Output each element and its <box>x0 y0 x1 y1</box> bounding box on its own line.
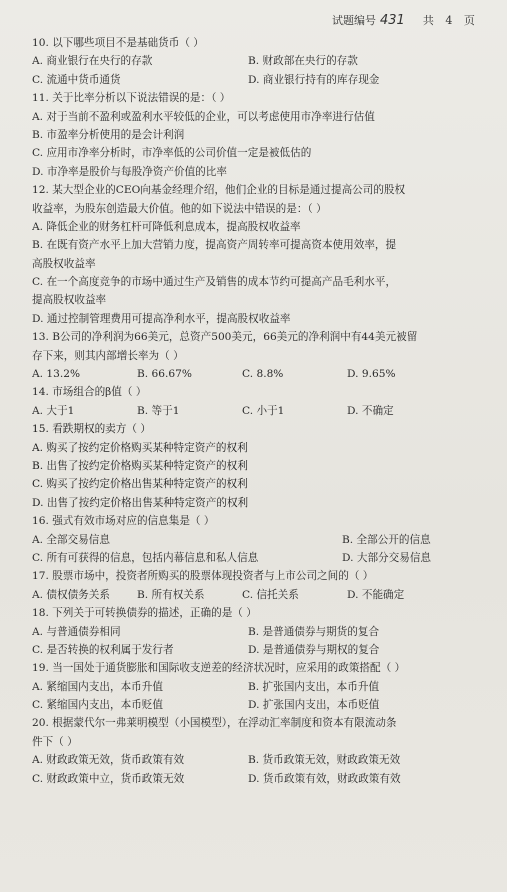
option-b: B. 全部公开的信息 <box>342 533 431 546</box>
question-stem-cont: 件下（ ） <box>32 735 78 748</box>
page-header <box>332 12 479 28</box>
question-20 <box>32 714 493 788</box>
option-d: D. 市净率是股价与每股净资产价值的比率 <box>32 165 227 178</box>
question-list <box>32 34 493 788</box>
option-d: D. 商业银行持有的库存现金 <box>248 73 380 86</box>
question-13 <box>32 328 493 383</box>
option-a: A. 财政政策无效，货币政策有效 <box>32 754 185 767</box>
question-stem: 20. 根据蒙代尔一弗莱明模型（小国模型），在浮动汇率制度和资本有限流动条 <box>32 717 397 730</box>
option-b: B. 在既有资产水平上加大营销力度，提高资产周转率可提高资本使用效率，提 <box>32 239 397 252</box>
option-a: A. 对于当前不盈利或盈利水平较低的企业，可以考虑使用市净率进行估值 <box>32 110 375 123</box>
option-c: C. 购买了按约定价格出售某种特定资产的权利 <box>32 478 248 491</box>
option-c: C. 是否转换的权利属于发行者 <box>32 643 174 656</box>
question-stem-cont: 收益率，为股东创造最大价值。他的如下说法中错误的是：（ ） <box>32 202 327 215</box>
option-b: B. 66.67% <box>137 368 192 381</box>
option-a: A. 降低企业的财务杠杆可降低利息成本，提高股权收益率 <box>32 220 301 233</box>
option-d: D. 通过控制管理费用可提高净利水平，提高股权收益率 <box>32 312 291 325</box>
question-stem: 16. 强式有效市场对应的信息集是（ ） <box>32 515 215 528</box>
question-stem: 18. 下列关于可转换债券的描述，正确的是（ ） <box>32 607 257 620</box>
option-row <box>32 770 493 788</box>
option-b: B. 市盈率分析使用的是会计利润 <box>32 128 185 141</box>
option-a: A. 购买了按约定价格购买某种特定资产的权利 <box>32 441 248 454</box>
option-d: D. 不能确定 <box>347 588 405 601</box>
total-pages: 共 4 页 <box>422 14 479 27</box>
question-16 <box>32 512 493 567</box>
option-row <box>32 678 493 696</box>
question-14 <box>32 383 493 420</box>
question-15 <box>32 420 493 512</box>
option-row <box>32 365 493 383</box>
question-stem: 12. 某大型企业的CEO向基金经理介绍，他们企业的目标是通过提高公司的股权 <box>32 184 406 197</box>
option-a: A. 与普通债券相同 <box>32 625 121 638</box>
option-d: D. 9.65% <box>347 368 396 381</box>
option-a: A. 债权债务关系 <box>32 588 110 601</box>
option-c: C. 流通中货币通货 <box>32 73 121 86</box>
option-row <box>32 623 493 641</box>
option-b: B. 货币政策无效，财政政策无效 <box>248 754 401 767</box>
question-stem: 13. B公司的净利润为66美元，总资产500美元，66美元的净利润中有44美元被留 <box>32 331 418 344</box>
option-a: A. 紧缩国内支出，本币升值 <box>32 680 163 693</box>
question-18 <box>32 604 493 659</box>
option-row <box>32 71 493 89</box>
option-d: D. 扩张国内支出，本币贬值 <box>248 699 380 712</box>
option-a: A. 商业银行在央行的存款 <box>32 55 153 68</box>
question-stem: 15. 看跌期权的卖方（ ） <box>32 423 151 436</box>
question-stem: 17. 股票市场中，投资者所购买的股票体现投资者与上市公司之间的（ ） <box>32 570 374 583</box>
option-row <box>32 52 493 70</box>
option-b: B. 所有权关系 <box>137 588 205 601</box>
option-b: B. 财政部在央行的存款 <box>248 55 358 68</box>
option-a: A. 13.2% <box>32 368 81 381</box>
option-row <box>32 531 493 549</box>
option-d: D. 货币政策有效，财政政策有效 <box>248 772 401 785</box>
option-b: B. 是普通债券与期货的复合 <box>248 625 380 638</box>
question-stem-cont: 存下来，则其内部增长率为（ ） <box>32 349 184 362</box>
option-c: C. 8.8% <box>242 368 284 381</box>
question-19 <box>32 659 493 714</box>
option-d: D. 出售了按约定价格出售某种特定资产的权利 <box>32 496 249 509</box>
option-row <box>32 549 493 567</box>
option-c: C. 所有可获得的信息，包括内幕信息和私人信息 <box>32 551 259 564</box>
question-10 <box>32 34 493 89</box>
question-17 <box>32 567 493 604</box>
option-c: C. 在一个高度竞争的市场中通过生产及销售的成本节约可提高产品毛利水平， <box>32 276 397 289</box>
serial-number: 431 <box>380 13 405 28</box>
option-b: B. 等于1 <box>137 404 180 417</box>
question-stem: 10. 以下哪些项目不是基础货币（ ） <box>32 37 204 49</box>
serial-label: 试题编号 <box>332 14 376 27</box>
option-a: A. 全部交易信息 <box>32 533 110 546</box>
option-d: D. 是普通债券与期权的复合 <box>248 643 380 656</box>
option-c-cont: 提高股权收益率 <box>32 294 107 307</box>
option-c: C. 信托关系 <box>242 588 299 601</box>
option-row <box>32 402 493 420</box>
option-b-cont: 高股权收益率 <box>32 257 96 270</box>
question-stem: 19. 当一国处于通货膨胀和国际收支逆差的经济状况时，应采用的政策搭配（ ） <box>32 662 406 675</box>
question-11 <box>32 89 493 181</box>
question-12 <box>32 181 493 328</box>
question-stem: 14. 市场组合的β值（ ） <box>32 386 147 399</box>
question-stem: 11. 关于比率分析以下说法错误的是：（ ） <box>32 92 231 105</box>
option-a: A. 大于1 <box>32 404 75 417</box>
option-row <box>32 641 493 659</box>
option-d: D. 大部分交易信息 <box>342 551 432 564</box>
option-d: D. 不确定 <box>347 404 394 417</box>
option-c: C. 应用市净率分析时，市净率低的公司价值一定是被低估的 <box>32 147 312 160</box>
option-row <box>32 586 493 604</box>
option-b: B. 扩张国内支出，本币升值 <box>248 680 380 693</box>
option-c: C. 小于1 <box>242 404 285 417</box>
option-row <box>32 696 493 714</box>
option-b: B. 出售了按约定价格购买某种特定资产的权利 <box>32 459 248 472</box>
option-row <box>32 751 493 769</box>
option-c: C. 财政政策中立，货币政策无效 <box>32 772 185 785</box>
option-c: C. 紧缩国内支出，本币贬值 <box>32 699 163 712</box>
